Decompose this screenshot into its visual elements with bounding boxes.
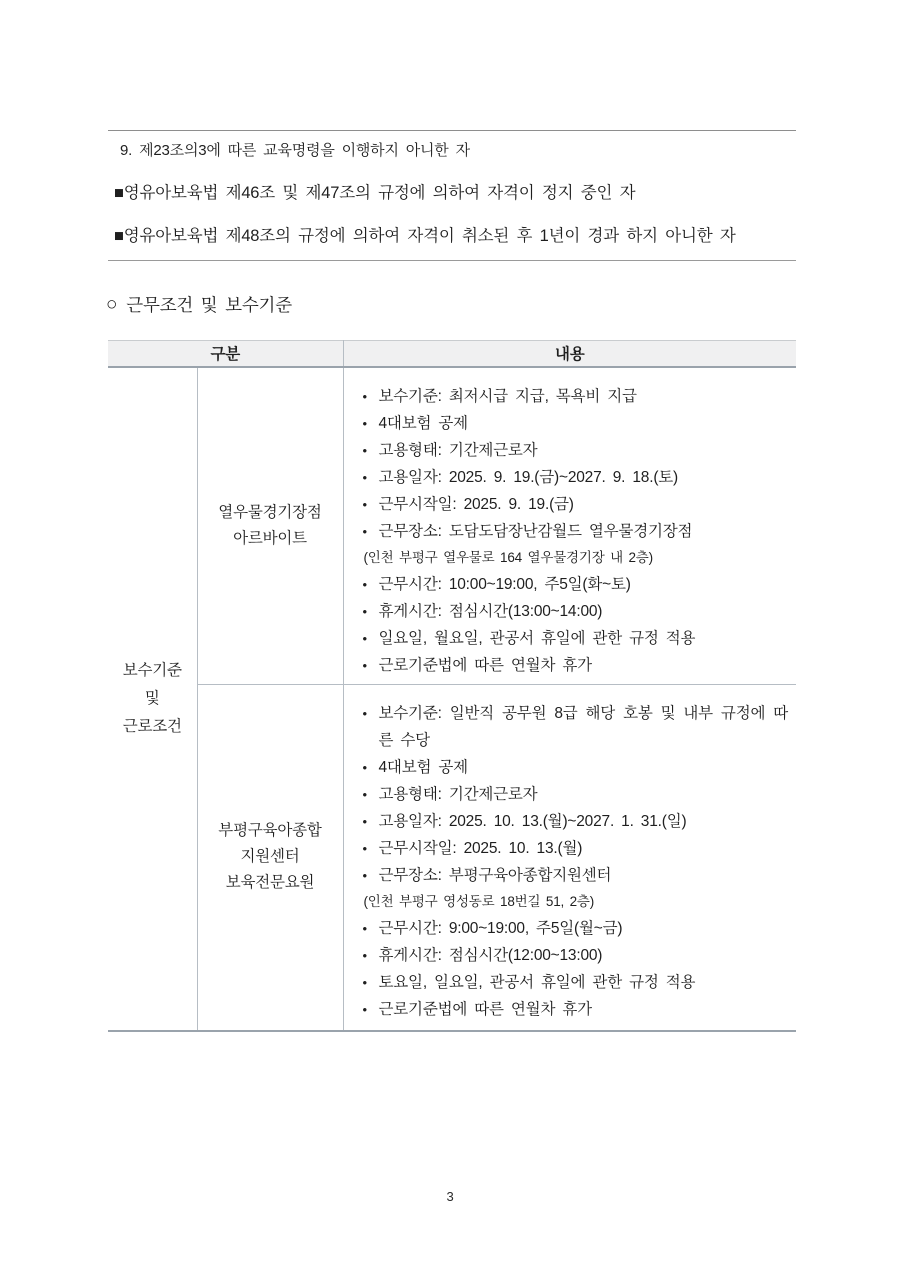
address-line: (인천 부평구 영성동로 18번길 51, 2층) bbox=[363, 894, 595, 909]
list-item bbox=[360, 915, 789, 942]
list-item bbox=[360, 862, 789, 915]
disqualification-notice-block bbox=[108, 130, 796, 261]
bullet-icon: • bbox=[362, 1002, 367, 1017]
bullet-icon: • bbox=[362, 868, 367, 883]
notice-line-3: ■영유아보육법 제48조의 규정에 의하여 자격이 취소된 후 1년이 경과 하지 아니한 자 bbox=[114, 227, 736, 245]
table-row bbox=[108, 685, 796, 1031]
list-item bbox=[360, 491, 789, 518]
table-header-row bbox=[108, 341, 796, 367]
bullet-icon: • bbox=[362, 841, 367, 856]
group-label-line: 근로조건 bbox=[122, 717, 182, 735]
column-header-content: 내용 bbox=[343, 341, 796, 367]
list-item-text: 근로기준법에 따른 연월차 휴가 bbox=[378, 656, 592, 674]
group-cell bbox=[108, 367, 197, 1031]
bullet-icon: • bbox=[362, 388, 367, 404]
bullet-icon: • bbox=[362, 975, 367, 990]
list-item-text: 4대보험 공제 bbox=[378, 759, 468, 776]
list-item bbox=[360, 754, 789, 781]
bullet-icon: • bbox=[362, 496, 367, 512]
bullet-icon: • bbox=[362, 630, 367, 646]
address-line: (인천 부평구 열우물로 164 열우물경기장 내 2층) bbox=[363, 549, 653, 565]
list-item bbox=[360, 969, 789, 996]
list-item-text: 근무시작일: 2025. 9. 19.(금) bbox=[378, 495, 574, 513]
category-cell bbox=[197, 367, 343, 685]
list-item bbox=[360, 700, 789, 754]
table-row bbox=[108, 367, 796, 685]
list-item bbox=[360, 808, 789, 835]
page-number: 3 bbox=[446, 1189, 454, 1204]
bullet-icon: • bbox=[362, 921, 367, 936]
list-item-text: 4대보험 공제 bbox=[378, 414, 468, 432]
list-item-text: 근무장소: 도담도담장난감월드 열우물경기장점 bbox=[378, 522, 693, 540]
list-item bbox=[360, 835, 789, 862]
work-conditions-table bbox=[108, 340, 796, 1032]
list-item-text: 고용일자: 2025. 10. 13.(월)~2027. 1. 31.(일) bbox=[378, 813, 687, 830]
list-item-text: 휴게시간: 점심시간(13:00~14:00) bbox=[378, 602, 603, 620]
bullet-icon: • bbox=[362, 657, 367, 673]
bullet-icon: • bbox=[362, 442, 367, 458]
list-item-text: 근무장소: 부평구육아종합지원센터 bbox=[378, 867, 612, 884]
bullet-icon: • bbox=[362, 469, 367, 485]
list-item bbox=[360, 518, 789, 571]
list-item-text: 토요일, 일요일, 관공서 휴일에 관한 규정 적용 bbox=[378, 974, 696, 991]
list-item-text: 보수기준: 최저시급 지급, 목욕비 지급 bbox=[378, 387, 637, 405]
column-header-category: 구분 bbox=[108, 341, 343, 367]
list-item-text: 일요일, 월요일, 관공서 휴일에 관한 규정 적용 bbox=[378, 629, 696, 647]
list-item-text: 근무시작일: 2025. 10. 13.(월) bbox=[378, 840, 583, 857]
list-item bbox=[360, 781, 789, 808]
list-item bbox=[360, 437, 789, 464]
circle-bullet-icon: ○ bbox=[106, 294, 118, 315]
list-item bbox=[360, 571, 789, 598]
list-item bbox=[360, 652, 789, 679]
notice-line-2: ■영유아보육법 제46조 및 제47조의 규정에 의하여 자격이 정지 중인 자 bbox=[114, 184, 636, 202]
bullet-icon: • bbox=[362, 603, 367, 619]
category-label-line: 아르바이트 bbox=[233, 529, 307, 547]
category-label-line: 지원센터 bbox=[240, 848, 300, 866]
list-item-text: 보수기준: 일반직 공무원 8급 해당 호봉 및 내부 규정에 따른 수당 bbox=[378, 705, 789, 749]
list-item-text: 고용형태: 기간제근로자 bbox=[378, 441, 538, 459]
bullet-icon: • bbox=[362, 948, 367, 963]
bullet-icon: • bbox=[362, 760, 367, 775]
list-item bbox=[360, 598, 789, 625]
bullet-icon: • bbox=[362, 415, 367, 431]
list-item bbox=[360, 464, 789, 491]
bullet-icon: • bbox=[362, 576, 367, 592]
list-item bbox=[360, 625, 789, 652]
category-label-line: 부평구육아종합 bbox=[218, 822, 322, 840]
group-label-line: 보수기준 bbox=[122, 661, 182, 679]
section-heading-text: 근무조건 및 보수기준 bbox=[126, 295, 292, 315]
bullet-icon: • bbox=[362, 523, 367, 539]
bullet-icon: • bbox=[362, 706, 367, 721]
group-label-line: 및 bbox=[144, 689, 160, 707]
bullet-icon: • bbox=[362, 787, 367, 802]
list-item bbox=[360, 383, 789, 410]
notice-line-1: 9. 제23조의3에 따른 교육명령을 이행하지 아니한 자 bbox=[120, 142, 470, 159]
list-item-text: 근무시간: 9:00~19:00, 주5일(월~금) bbox=[378, 920, 623, 937]
category-cell bbox=[197, 685, 343, 1031]
list-item bbox=[360, 996, 789, 1023]
list-item bbox=[360, 942, 789, 969]
content-list bbox=[344, 685, 797, 1023]
content-cell bbox=[343, 685, 796, 1031]
content-list bbox=[344, 368, 797, 679]
content-cell bbox=[343, 367, 796, 685]
bullet-icon: • bbox=[362, 814, 367, 829]
list-item-text: 고용일자: 2025. 9. 19.(금)~2027. 9. 18.(토) bbox=[378, 468, 679, 486]
category-label-line: 열우물경기장점 bbox=[218, 503, 322, 521]
list-item-text: 휴게시간: 점심시간(12:00~13:00) bbox=[378, 947, 603, 964]
list-item bbox=[360, 410, 789, 437]
category-label-line: 보육전문요원 bbox=[225, 874, 315, 892]
list-item-text: 고용형태: 기간제근로자 bbox=[378, 786, 538, 803]
list-item-text: 근로기준법에 따른 연월차 휴가 bbox=[378, 1001, 592, 1018]
section-heading bbox=[106, 292, 292, 317]
list-item-text: 근무시간: 10:00~19:00, 주5일(화~토) bbox=[378, 575, 631, 593]
